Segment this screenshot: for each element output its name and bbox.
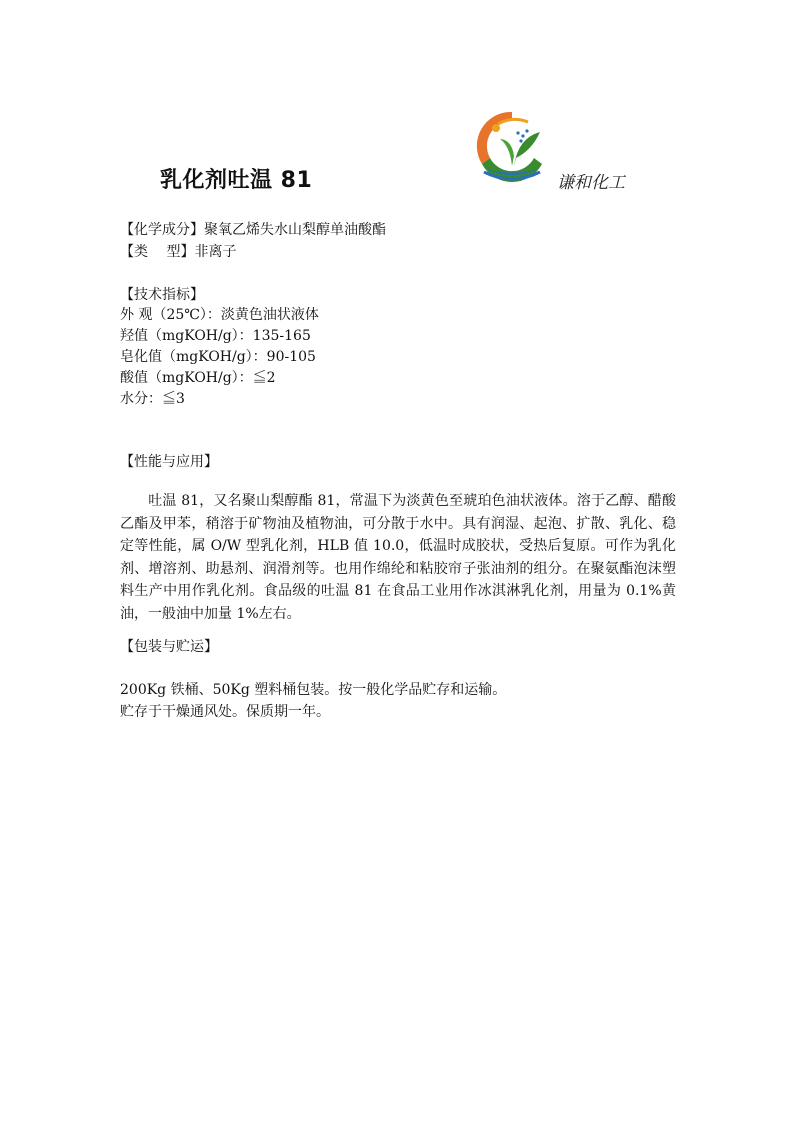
application-heading: 【性能与应用】 — [120, 454, 218, 470]
product-type: 【类 型】非离子 — [120, 244, 237, 260]
chemical-composition: 【化学成分】聚氧乙烯失水山梨醇单油酸酯 — [120, 222, 386, 238]
storage-line: 贮存于干燥通风处。保质期一年。 — [120, 704, 330, 720]
application-text: 吐温 81，又名聚山梨醇酯 81，常温下为淡黄色至琥珀色油状液体。溶于乙醇、醋酸乙酯及甲苯，稍溶于矿物油及植物油，可分散于水中。具有润湿、起泡、扩散、乳化、稳定等性能，属 O/W 型乳化剂，HLB 值 10.0，低温时成胶状，受热后复原。可作为乳化剂、增溶剂、助悬剂、润滑剂等。也用作绵纶和粘胶帘子张油剂的组分。在聚氨酯泡沫塑料生产中用作乳化剂。食品级的吐温 81 在食品工业用作冰淇淋乳化剂，用量为 0.1%黄油，一般油中加量 1%左右。 — [120, 493, 676, 622]
sprout-sun-logo-icon — [472, 106, 552, 186]
spec-item: 外 观（25℃）：淡黄色油状液体 — [120, 307, 319, 323]
spec-item: 水分：≦3 — [120, 391, 185, 407]
application-paragraph — [120, 490, 676, 626]
specs-heading: 【技术指标】 — [120, 287, 204, 303]
spec-item: 皂化值（mgKOH/g）：90-105 — [120, 349, 316, 365]
company-name: 谦和化工 — [557, 173, 625, 193]
page-title: 乳化剂吐温 81 — [160, 168, 313, 193]
packaging-line: 200Kg 铁桶、50Kg 塑料桶包装。按一般化学品贮存和运输。 — [120, 682, 507, 698]
packaging-heading: 【包装与贮运】 — [120, 639, 218, 655]
spec-item: 羟值（mgKOH/g）：135-165 — [120, 328, 311, 344]
spec-item: 酸值（mgKOH/g）：≦2 — [120, 370, 276, 386]
